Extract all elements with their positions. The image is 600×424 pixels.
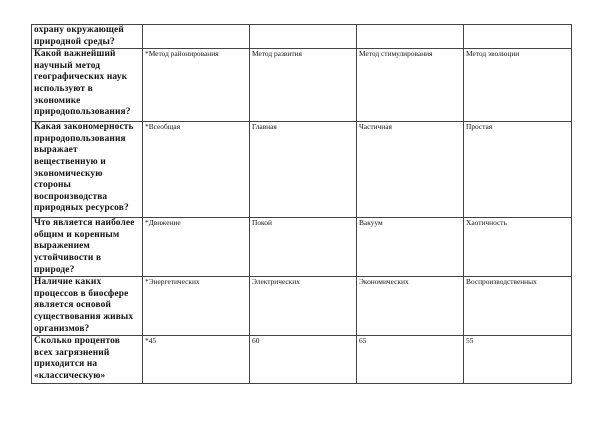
- table-row: [32, 49, 572, 122]
- answer-cell-correct: *45: [143, 336, 250, 383]
- answer-cell: Экономических: [357, 277, 464, 336]
- question-cell: Наличие каких процессов в биосфере является основой существования живых организмов?: [32, 277, 143, 336]
- answer-cell: Хаотичность: [464, 218, 572, 277]
- question-cell: охрану окружающей природной среды?: [32, 25, 143, 49]
- answer-cell: Главная: [250, 122, 357, 218]
- answer-cell: Простая: [464, 122, 572, 218]
- answer-cell-correct: *Энергетических: [143, 277, 250, 336]
- table-row: [32, 122, 572, 218]
- table-row: [32, 277, 572, 336]
- question-cell: Сколько процентов всех загрязнений приходится на «классическую»: [32, 336, 143, 383]
- answer-cell-correct: *Метод районирования: [143, 49, 250, 122]
- answer-cell: [357, 25, 464, 49]
- answer-cell: Покой: [250, 218, 357, 277]
- table-row: [32, 25, 572, 49]
- answer-cell: Электрических: [250, 277, 357, 336]
- answer-cell-correct: *Всеобщая: [143, 122, 250, 218]
- question-cell: Что является наиболее общим и коренным выражением устойчивости в природе?: [32, 218, 143, 277]
- answer-cell: Метод развития: [250, 49, 357, 122]
- table-row: [32, 336, 572, 383]
- table-row: [32, 218, 572, 277]
- answer-cell-correct: *Движение: [143, 218, 250, 277]
- answer-cell: Вакуум: [357, 218, 464, 277]
- answer-cell: 65: [357, 336, 464, 383]
- answer-cell: Метод стимулирования: [357, 49, 464, 122]
- question-cell: Какой важнейший научный метод географических наук используют в экономике природопользования?: [32, 49, 143, 122]
- answer-cell: 60: [250, 336, 357, 383]
- answer-cell-correct: [143, 25, 250, 49]
- questions-table: [31, 24, 572, 384]
- answer-cell: [250, 25, 357, 49]
- answer-cell: 55: [464, 336, 572, 383]
- question-cell: Какая закономерность природопользования выражает вещественную и экономическую стороны воспроизводства природных ресурсов?: [32, 122, 143, 218]
- answer-cell: Метод эволюции: [464, 49, 572, 122]
- answer-cell: [464, 25, 572, 49]
- answer-cell: Частичная: [357, 122, 464, 218]
- answer-cell: Воспроизводственных: [464, 277, 572, 336]
